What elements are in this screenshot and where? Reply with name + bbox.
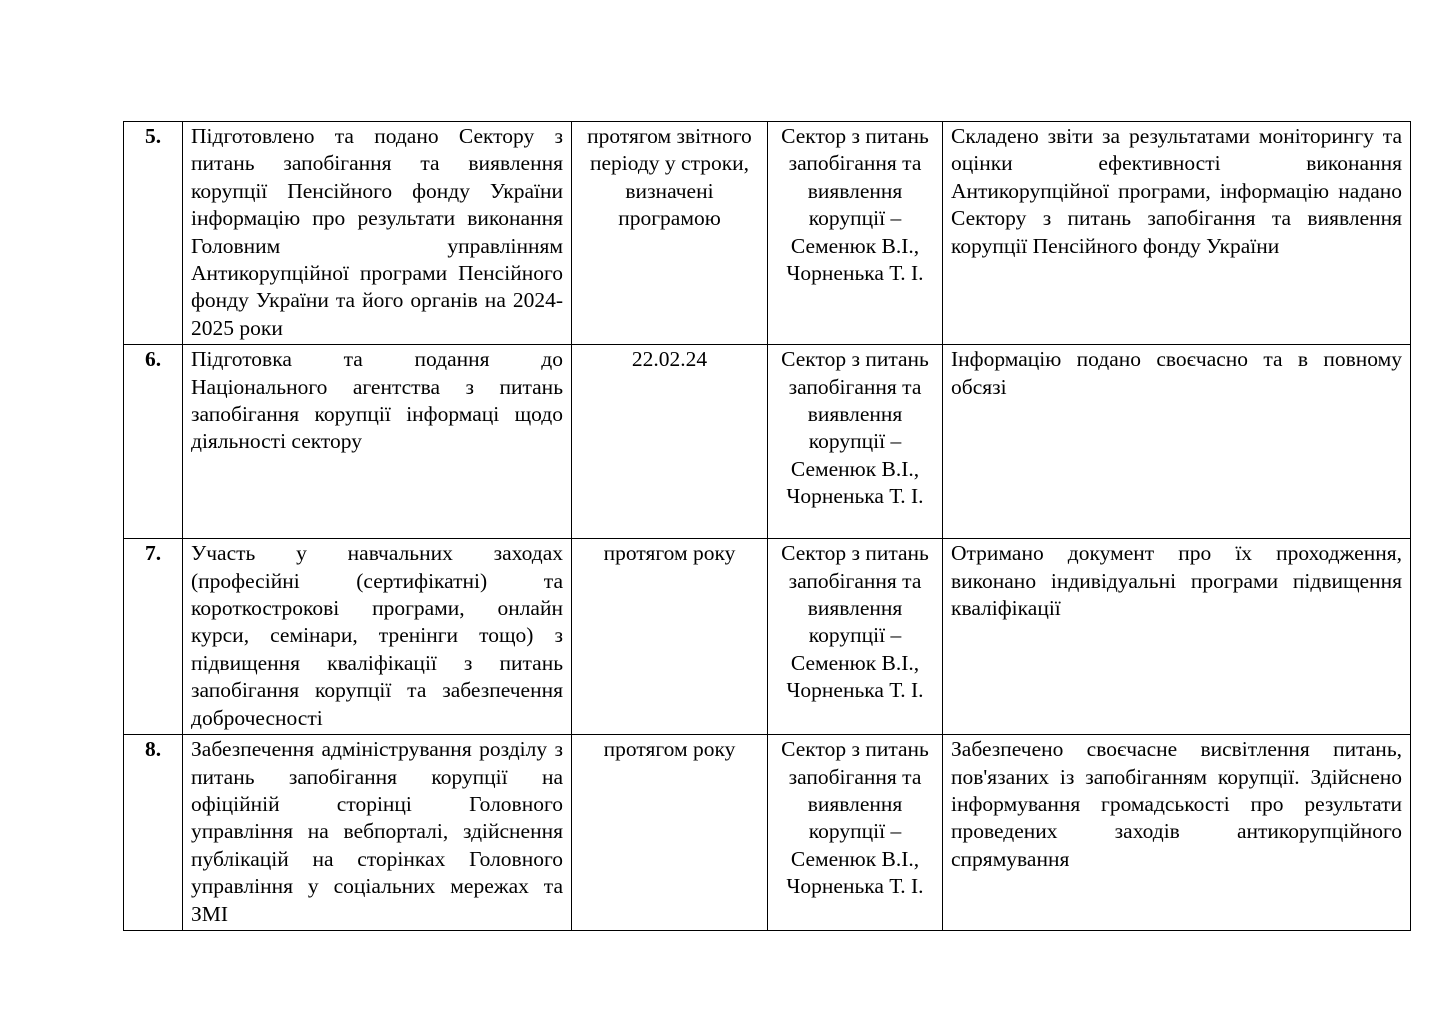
table-row xyxy=(124,345,1411,539)
row-number: 8. xyxy=(124,735,183,931)
measure-cell: Підготовка та подання до Національного агентства з питань запобігання корупції інформаці щодо діяльності сектору xyxy=(183,345,572,539)
table-row xyxy=(124,735,1411,931)
result-cell: Отримано документ про їх проходження, виконано індивідуальні програми підвищення кваліфікації xyxy=(943,539,1411,735)
term-cell: протягом року xyxy=(572,735,768,931)
term-cell: 22.02.24 xyxy=(572,345,768,539)
term-cell: протягом звітного періоду у строки, визначені програмою xyxy=(572,122,768,345)
measure-cell: Підготовлено та подано Сектору з питань запобігання та виявлення корупції Пенсійного фонду України інформацію про результати виконання Головним управлінням Антикорупційної програми Пенсійного фонду України та його органів на 2024-2025 роки xyxy=(183,122,572,345)
result-cell: Складено звіти за результатами моніторингу та оцінки ефективності виконання Антикорупційної програми, інформацію надано Сектору з питань запобігання та виявлення корупції Пенсійного фонду України xyxy=(943,122,1411,345)
measure-cell: Участь у навчальних заходах (професійні (сертифікатні) та короткострокові програми, онлайн курси, семінари, тренінги тощо) з підвищення кваліфікації з питань запобігання корупції та забезпечення доброчесності xyxy=(183,539,572,735)
row-number: 6. xyxy=(124,345,183,539)
term-cell: протягом року xyxy=(572,539,768,735)
result-cell: Інформацію подано своєчасно та в повному обсязі xyxy=(943,345,1411,539)
table-row xyxy=(124,539,1411,735)
responsible-cell: Сектор з питань запобігання та виявлення корупції – Семенюк В.І., Чорненька Т. І. xyxy=(768,122,943,345)
anticorruption-measures-table xyxy=(123,121,1411,931)
row-number: 7. xyxy=(124,539,183,735)
responsible-cell: Сектор з питань запобігання та виявлення корупції – Семенюк В.І., Чорненька Т. І. xyxy=(768,345,943,539)
responsible-cell: Сектор з питань запобігання та виявлення корупції – Семенюк В.І., Чорненька Т. І. xyxy=(768,735,943,931)
table-row xyxy=(124,122,1411,345)
result-cell: Забезпечено своєчасне висвітлення питань, пов'язаних із запобіганням корупції. Здійснено інформування громадськості про результати проведених заходів антикорупційного спрямування xyxy=(943,735,1411,931)
responsible-cell: Сектор з питань запобігання та виявлення корупції – Семенюк В.І., Чорненька Т. І. xyxy=(768,539,943,735)
row-number: 5. xyxy=(124,122,183,345)
measure-cell: Забезпечення адміністрування розділу з питань запобігання корупції на офіційній сторінці Головного управління на вебпорталі, здійснення публікацій на сторінках Головного управління у соціальних мережах та ЗМІ xyxy=(183,735,572,931)
